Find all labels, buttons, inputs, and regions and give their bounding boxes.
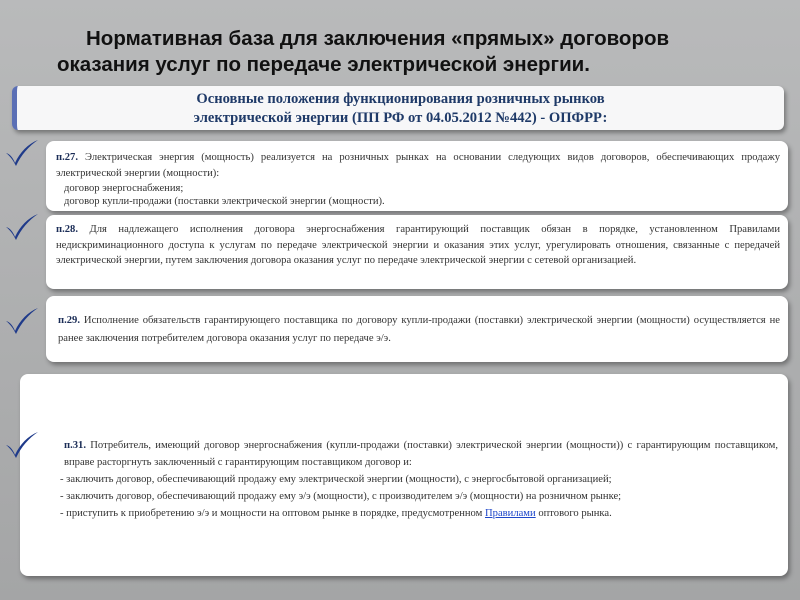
item-number: п.31. [64,440,86,451]
item-subpoint: договор купли-продажи (поставки электрической энергии (мощности). [64,196,385,207]
section-header-line-1: Основные положения функционирования розничных рынков [196,91,605,107]
item-number: п.29. [58,315,80,326]
slide-title [40,26,760,78]
section-header-line-2: электрической энергии (ПП РФ от 04.05.2012 №442) - ОПФРР: [193,110,608,126]
item-text: Потребитель, имеющий договор энергоснабжения (купли-продажи (поставки) электрической энергии (мощности)) с гарантирующим поставщиком, вправе расторгнуть заключенный с гарантирующим поставщиком договор и: [64,440,778,468]
item-number: п.27. [56,152,78,163]
item-p31 [20,374,788,576]
item-bullet: - заключить договор, обеспечивающий продажу ему э/э (мощности), с производителем э/э (мощности) на розничном рынке; [60,491,622,502]
item-p27 [46,141,788,211]
checkmark-icon [2,306,40,336]
title-line-1: Нормативная база для заключения «прямых» договоров [86,27,670,50]
checkmark-icon [2,430,40,460]
checkmark-icon [2,212,40,242]
item-number: п.28. [56,224,78,235]
section-header [12,86,784,130]
item-bullet: - приступить к приобретению э/э и мощности на оптовом рынке в порядке, предусмотренном Правилами оптового рынка. [60,508,612,519]
item-bullet: - заключить договор, обеспечивающий продажу ему электрической энергии (мощности), с энергосбытовой организацией; [60,474,612,485]
rules-link[interactable]: Правилами [485,508,536,519]
item-subpoint: договор энергоснабжения; [64,183,184,194]
item-p29 [46,296,788,362]
item-text: Электрическая энергия (мощность) реализуется на розничных рынках на основании следующих видов договоров, обеспечивающих продажу электрической энергии (мощности): [56,152,780,179]
item-text: Исполнение обязательств гарантирующего поставщика по договору купли-продажи (поставки) электрической энергии (мощности) осуществляется не ранее заключения потребителем договора оказания услуг по передаче э/э. [58,315,780,344]
checkmark-icon [2,138,40,168]
item-p28 [46,215,788,289]
item-text: Для надлежащего исполнения договора энергоснабжения гарантирующий поставщик обязан в порядке, установленном Правилами недискриминационного доступа к услугам по передаче электрической энергии и оказания этих услуг, урегулировать отношения, связанные с передачей электрической энергии, путем заключения договора оказания услуг по передаче электрической энергии с сетевой организацией. [56,224,780,266]
title-line-2: оказания услуг по передаче электрической энергии. [57,53,590,76]
